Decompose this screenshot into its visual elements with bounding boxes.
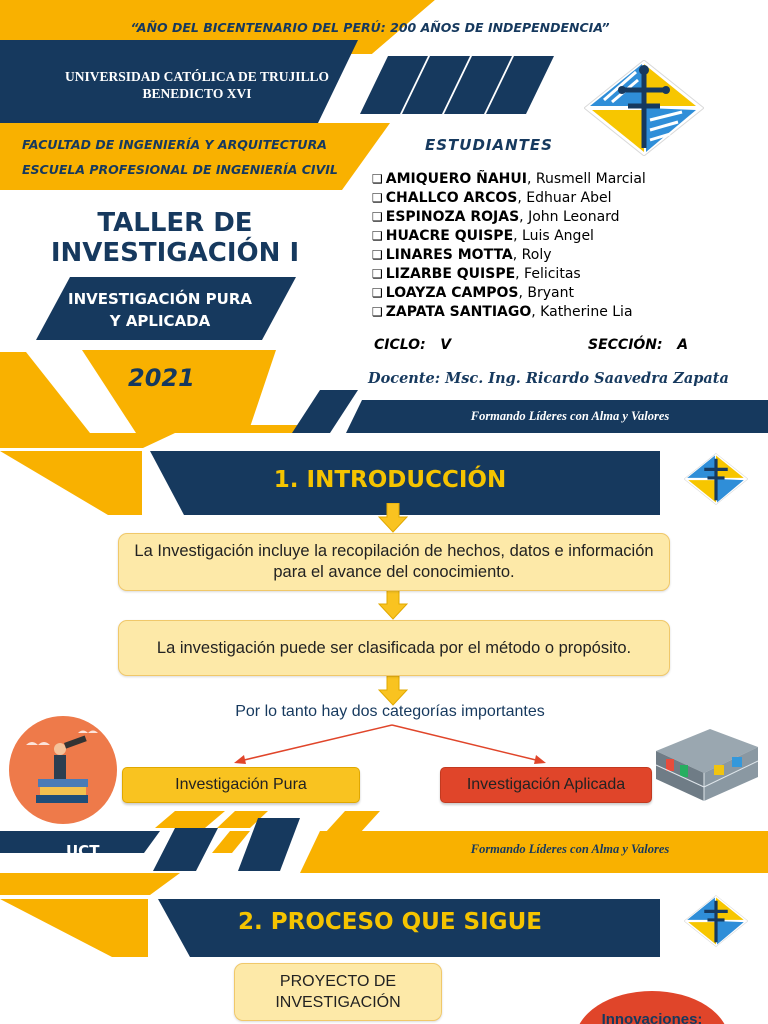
ciclo-label: CICLO: V	[374, 337, 452, 353]
checkbox-icon: ❑	[372, 229, 383, 243]
student-item	[372, 265, 646, 284]
proyecto-investigacion-box	[234, 963, 442, 1021]
student-given-name: , Roly	[512, 247, 552, 263]
student-item	[372, 189, 646, 208]
building-illustration	[650, 721, 762, 805]
section-heading-introduction: 1. INTRODUCCIÓN	[273, 467, 507, 493]
student-given-name: , Felicitas	[515, 266, 581, 282]
section-heading-process: 2. PROCESO QUE SIGUE	[238, 909, 542, 935]
branch-arrows	[220, 723, 560, 769]
checkbox-icon: ❑	[372, 286, 383, 300]
student-surname: ZAPATA SANTIAGO	[385, 304, 532, 320]
course-title-line-1: TALLER DE	[97, 208, 253, 238]
faculty-name: FACULTAD DE INGENIERÍA Y ARQUITECTURA	[22, 137, 327, 152]
university-line-1: UNIVERSIDAD CATÓLICA DE TRUJILLO	[65, 69, 329, 84]
researcher-illustration	[8, 715, 118, 825]
checkbox-icon: ❑	[372, 305, 383, 319]
bicentenary-banner: “AÑO DEL BICENTENARIO DEL PERÚ: 200 AÑOS DE INDEPENDENCIA”	[130, 20, 610, 35]
seccion-label: SECCIÓN: A	[588, 337, 689, 353]
course-title	[40, 208, 310, 268]
student-surname: AMIQUERO ÑAHUI	[385, 171, 527, 187]
down-arrow-icon	[378, 676, 408, 706]
innovaciones-label: Innovaciones:	[601, 1011, 703, 1024]
investigacion-pura-box: Investigación Pura	[122, 767, 360, 803]
uct-logo-icon	[684, 891, 748, 951]
faculty-block	[22, 132, 362, 182]
student-item	[372, 284, 646, 303]
intro-box-1: La Investigación incluye la recopilación de hechos, datos e información para el avance del conocimiento.	[118, 533, 670, 591]
student-surname: CHALLCO ARCOS	[385, 190, 518, 206]
student-item	[372, 303, 646, 322]
uct-logo-icon	[684, 453, 748, 505]
categories-note: Por lo tanto hay dos categorías importantes	[235, 703, 545, 720]
student-item	[372, 227, 646, 246]
introduction-slide	[0, 433, 768, 873]
checkbox-icon: ❑	[372, 191, 383, 205]
year-label: 2021	[128, 364, 195, 392]
student-given-name: , John Leonard	[519, 209, 620, 225]
student-given-name: , Rusmell Marcial	[526, 171, 646, 187]
student-surname: LINARES MOTTA	[385, 247, 513, 263]
student-given-name: , Katherine Lia	[531, 304, 633, 320]
school-name: ESCUELA PROFESIONAL DE INGENIERÍA CIVIL	[22, 162, 338, 177]
student-surname: LOAYZA CAMPOS	[385, 285, 519, 301]
proyecto-line-1: PROYECTO DE	[279, 973, 397, 990]
checkbox-icon: ❑	[372, 210, 383, 224]
checkbox-icon: ❑	[372, 267, 383, 281]
down-arrow-icon	[378, 503, 408, 533]
student-surname: HUACRE QUISPE	[385, 228, 514, 244]
process-slide	[0, 873, 768, 1024]
title-slide	[0, 0, 768, 433]
down-arrow-icon	[378, 590, 408, 620]
uct-logo-icon	[584, 60, 704, 156]
uct-footer-label: UCT	[66, 842, 100, 860]
footer-motto: Formando Líderes con Alma y Valores	[470, 842, 670, 856]
student-given-name: , Bryant	[518, 285, 574, 301]
checkbox-icon: ❑	[372, 172, 383, 186]
student-given-name: , Luis Angel	[513, 228, 594, 244]
proyecto-line-2: INVESTIGACIÓN	[275, 994, 401, 1011]
motto: Formando Líderes con Alma y Valores	[470, 409, 670, 423]
student-surname: ESPINOZA ROJAS	[385, 209, 520, 225]
checkbox-icon: ❑	[372, 248, 383, 262]
student-surname: LIZARBE QUISPE	[385, 266, 516, 282]
docente-label: Docente: Msc. Ing. Ricardo Saavedra Zapata	[368, 370, 729, 387]
topic-title	[40, 288, 280, 332]
topic-title-line-2: Y APLICADA	[109, 312, 211, 330]
university-name	[22, 68, 372, 102]
topic-title-line-1: INVESTIGACIÓN PURA	[68, 290, 252, 308]
course-title-line-2: INVESTIGACIÓN I	[50, 238, 300, 268]
students-list	[372, 170, 646, 322]
students-heading: ESTUDIANTES	[425, 136, 553, 154]
intro-box-2: La investigación puede ser clasificada por el método o propósito.	[118, 620, 670, 676]
student-item	[372, 246, 646, 265]
investigacion-aplicada-box: Investigación Aplicada	[440, 767, 652, 803]
student-item	[372, 170, 646, 189]
university-line-2: BENEDICTO XVI	[142, 86, 252, 101]
student-given-name: , Edhuar Abel	[517, 190, 612, 206]
student-item	[372, 208, 646, 227]
